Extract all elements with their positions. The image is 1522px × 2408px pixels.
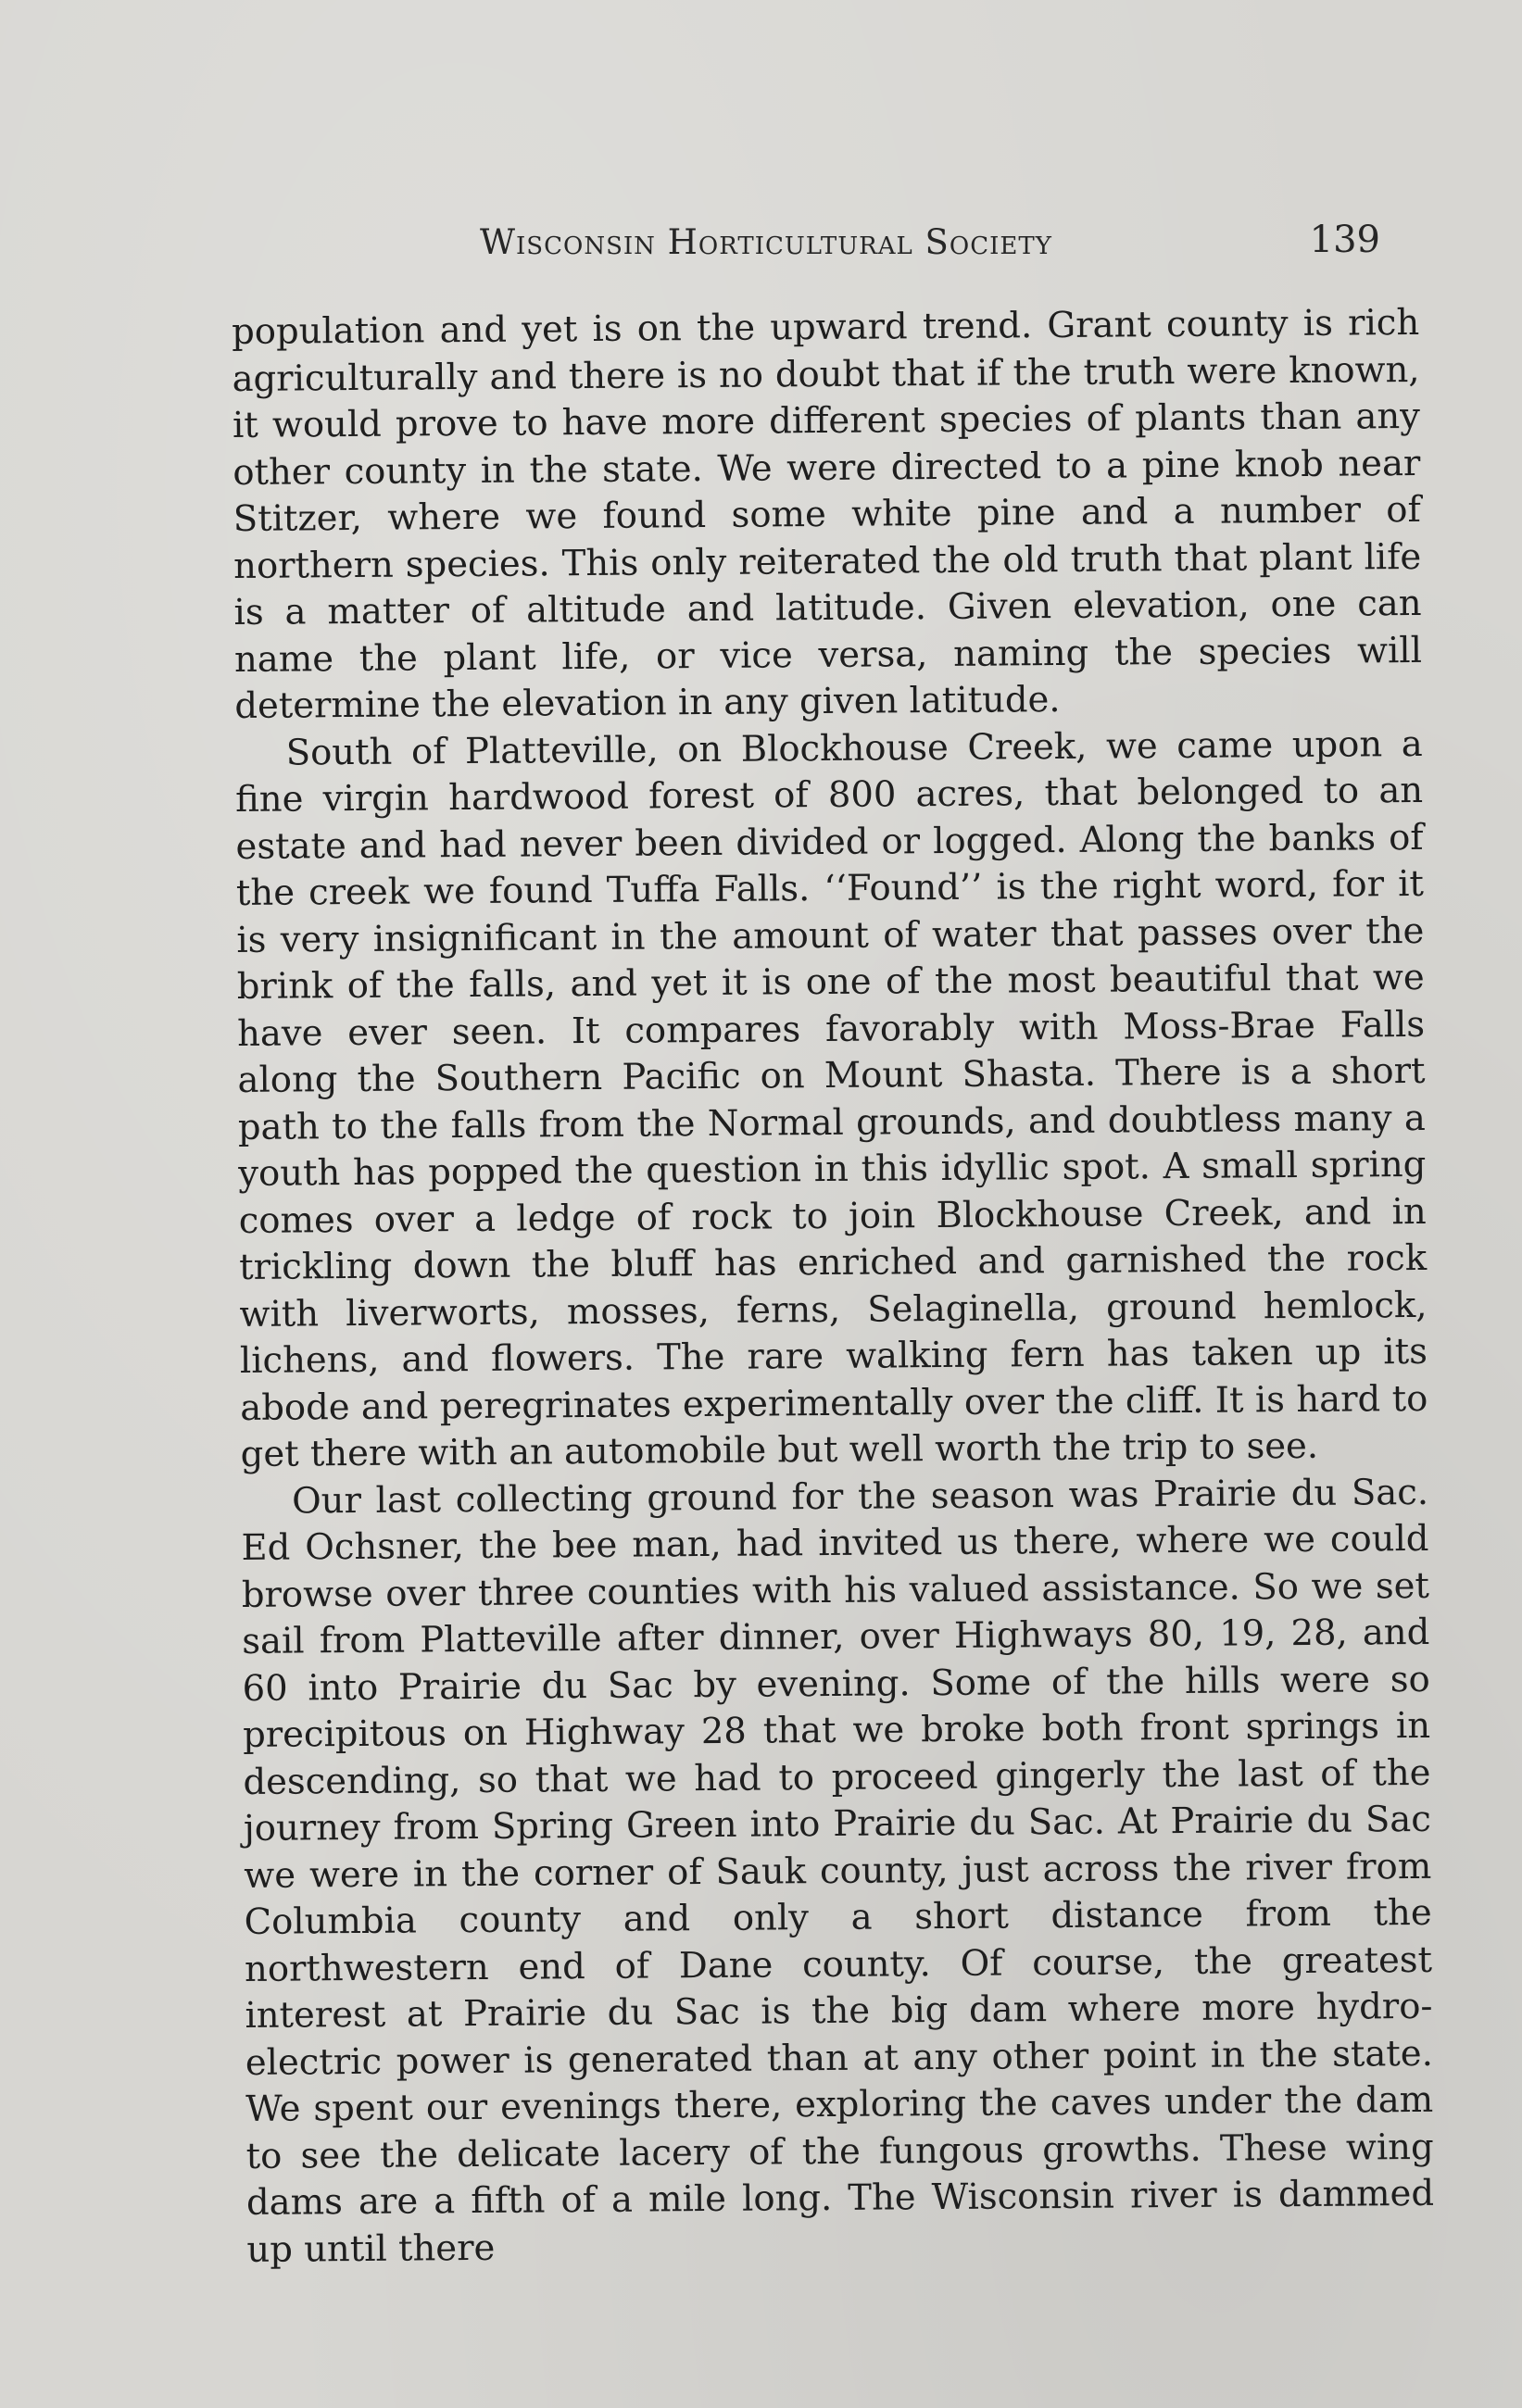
paragraph: Our last collecting ground for the season was Prairie du Sac. Ed Ochsner, the bee man, had invited us there, where we could browse over three counties with his valued assistance. So we set sail from Platteville after dinner, over Highways 80, 19, 28, and 60 into Prairie du Sac by evening. Some of the hills were so precipitous on Highway 28 that we broke both front springs in descending, so that we had to proceed gingerly the last of the journey from Spring Green into Prairie du Sac. At Prairie du Sac we were in the corner of Sauk county, just across the river from Columbia county and only a short distance from the northwestern end of Dane county. Of course, the greatest interest at Prairie du Sac is the big dam where more hydro-electric power is generated than at any other point in the state. We spent our evenings there, exploring the caves under the dam to see the delicate lacery of the fungous growths. These wing dams are a fifth of a mile long. The Wisconsin river is dammed up until there <box>241 1471 1435 2271</box>
page-number: 139 <box>1309 219 1380 261</box>
running-head <box>230 219 1399 274</box>
paragraph: population and yet is on the upward trend. Grant county is rich agriculturally and there is no doubt that if the truth were known, it would prove to have more different species of plants than any other county in the state. We were directed to a pine knob near Stitzer, where we found some white pine and a number of northern species. This only reiterated the old truth that plant life is a matter of altitude and latitude. Given elevation, one can name the plant life, or vice versa, naming the species will determine the elevation in any given latitude. <box>232 301 1423 727</box>
paragraph: South of Platteville, on Blockhouse Creek, we came upon a fine virgin hardwood forest of 800 acres, that belonged to an estate and had never been divided or logged. Along the banks of the creek we found Tuffa Falls. ‘‘Found’’ is the right word, for it is very insignificant in the amount of water that passes over the brink of the falls, and yet it is one of the most beautiful that we have ever seen. It compares favorably with Moss-Brae Falls along the Southern Pacific on Mount Shasta. There is a short path to the falls from the Normal grounds, and doubtless many a youth has popped the question in this idyllic spot. A small spring comes over a ledge of rock to join Blockhouse Creek, and in trickling down the bluff has enriched and garnished the rock with liverworts, mosses, ferns, Selaginella, ground hemlock, lichens, and flowers. The rare walking fern has taken up its abode and peregrinates experimentally over the cliff. It is hard to get there with an automobile but well worth the trip to see. <box>234 722 1428 1475</box>
body-text <box>232 300 1435 2274</box>
running-title: Wisconsin Horticultural Society <box>480 222 1052 262</box>
